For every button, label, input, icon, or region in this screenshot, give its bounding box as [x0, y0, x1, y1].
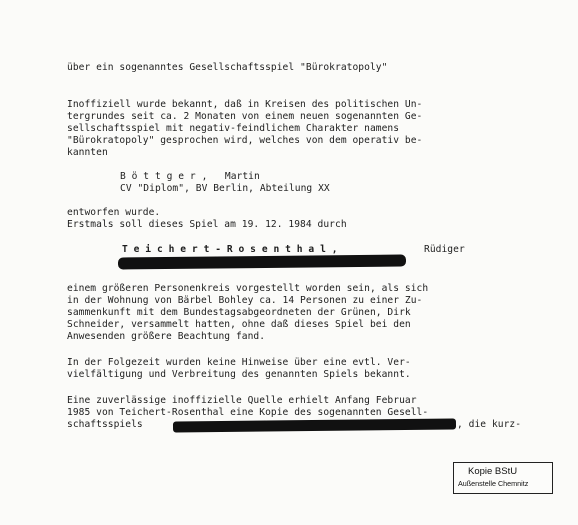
paragraph-3-line-1: einem größeren Personenkreis vorgestellt worden sein, als sich — [67, 283, 429, 294]
paragraph-1-line-5: kannten — [67, 147, 108, 158]
archive-stamp — [453, 462, 553, 494]
paragraph-3-line-2: in der Wohnung von Bärbel Bohley ca. 14 Personen zu einer Zu- — [67, 295, 423, 306]
paragraph-1-line-1: Inoffiziell wurde bekannt, daß in Kreisen des politischen Un- — [67, 99, 423, 110]
redaction-bar — [173, 419, 456, 433]
paragraph-5-line-2: 1985 von Teichert-Rosenthal eine Kopie des sogenannten Gesell- — [67, 407, 429, 418]
paragraph-1-line-2: tergrundes seit ca. 2 Monaten von einem neuen sogenannten Ge- — [67, 111, 423, 122]
person-2-surname: T e i c h e r t - R o s e n t h a l , — [122, 244, 338, 255]
subject-line: über ein sogenanntes Gesellschaftsspiel "Bürokratopoly" — [67, 62, 388, 73]
paragraph-3-line-5: Anwesenden größere Beachtung fand. — [67, 331, 266, 342]
paragraph-2-line-2: Erstmals soll dieses Spiel am 19. 12. 1984 durch — [67, 219, 347, 230]
paragraph-5-line-1: Eine zuverlässige inoffizielle Quelle erhielt Anfang Februar — [67, 395, 417, 406]
paragraph-1-line-3: sellschaftsspiel mit negativ-feindlichem Charakter namens — [67, 123, 400, 134]
paragraph-3-line-3: sammenkunft mit dem Bundestagsabgeordneten der Grünen, Dirk — [67, 307, 411, 318]
paragraph-4-line-2: vielfältigung und Verbreitung des genannten Spiels bekannt. — [67, 369, 411, 380]
person-1-name: B ö t t g e r , Martin — [120, 171, 260, 182]
paragraph-5-line-3-start: schaftsspiels — [67, 419, 143, 430]
paragraph-5-line-3-end: , die kurz- — [457, 419, 522, 430]
person-1-detail: CV "Diplom", BV Berlin, Abteilung XX — [120, 183, 330, 194]
paragraph-4-line-1: In der Folgezeit wurden keine Hinweise über eine evtl. Ver- — [67, 357, 411, 368]
person-2-firstname: Rüdiger — [424, 244, 465, 255]
paragraph-3-line-4: Schneider, versammelt hatten, ohne daß dieses Spiel bei den — [67, 319, 411, 330]
redaction-bar — [118, 254, 406, 269]
paragraph-1-line-4: "Bürokratopoly" gesprochen wird, welches von dem operativ be- — [67, 135, 423, 146]
paragraph-2-line-1: entworfen wurde. — [67, 207, 161, 218]
stamp-line-1: Kopie BStU — [468, 466, 518, 477]
stamp-line-2: Außenstelle Chemnitz — [458, 479, 529, 488]
